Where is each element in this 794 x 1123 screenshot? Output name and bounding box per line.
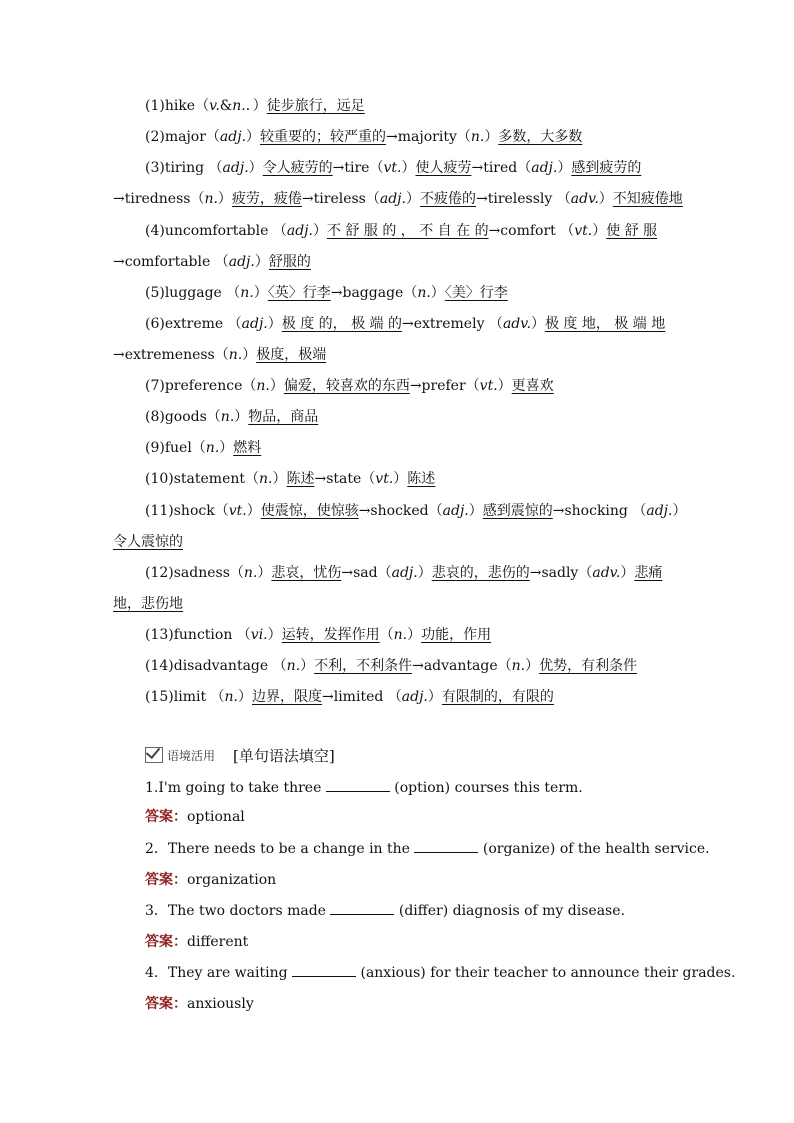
paren: ） — [430, 285, 445, 301]
pos: n. — [417, 285, 431, 301]
paren: ） — [300, 658, 315, 674]
vocab-item-statement — [145, 469, 685, 489]
paren: ） — [427, 689, 442, 705]
vocab-item-goods — [145, 407, 685, 427]
word: (11)shock（ — [145, 503, 229, 519]
answer-blank — [330, 902, 394, 915]
paren: ） — [672, 503, 687, 519]
meaning: 感到震惊的 — [482, 503, 553, 519]
exercise-answer — [145, 994, 685, 1014]
paren: ） — [217, 191, 232, 207]
derived-word: →tirelessly （ — [475, 191, 571, 207]
meaning: 地，悲伤地 — [113, 596, 183, 612]
paren: ） — [242, 347, 257, 363]
pos: vt. — [228, 503, 247, 519]
word: (13)function （ — [145, 627, 251, 643]
meaning: 不疲倦的 — [419, 191, 476, 207]
meaning: 感到疲劳的 — [571, 160, 642, 176]
paren: ） — [393, 471, 408, 487]
meaning: 悲痛 — [634, 565, 663, 581]
meaning: 使震惊，使惊骇 — [260, 503, 359, 519]
answer-text: organization — [187, 872, 277, 888]
meaning: 偏爱，较喜欢的东西 — [283, 378, 410, 394]
vocab-item-hike — [145, 96, 685, 116]
answer-blank — [326, 779, 390, 792]
meaning: 不知疲倦地 — [612, 191, 683, 207]
checkmark-box-icon — [145, 747, 163, 763]
word: (7)preference（ — [145, 378, 257, 394]
word: (4)uncomfortable （ — [145, 223, 287, 239]
meaning: 较重要的；较严重的 — [260, 129, 387, 145]
vocab-item-luggage — [145, 283, 685, 303]
paren: ） — [219, 440, 234, 456]
derived-word: →extremeness（ — [113, 347, 229, 363]
word: (6)extreme （ — [145, 316, 242, 332]
meaning: 徒步旅行，远足 — [266, 98, 365, 114]
vocab-item-sadness — [145, 563, 685, 583]
word: (9)fuel（ — [145, 440, 206, 456]
word: (10)statement（ — [145, 471, 260, 487]
pos: adj. — [531, 160, 558, 176]
derived-word: →majority（ — [386, 129, 471, 145]
answer-text: optional — [187, 809, 245, 825]
derived-word: →comfortable （ — [113, 254, 229, 270]
answer-label: 答案： — [145, 934, 187, 950]
paren: ） — [598, 191, 613, 207]
vocab-item-function — [145, 625, 685, 645]
answer-label: 答案： — [145, 872, 187, 888]
meaning: 〈英〉行李 — [267, 285, 331, 301]
section-header — [145, 744, 335, 766]
paren: ） — [272, 471, 287, 487]
pos: adj. — [222, 160, 249, 176]
pos: n. — [243, 565, 258, 581]
word: (8)goods（ — [145, 409, 221, 425]
paren: ） — [253, 285, 268, 301]
pos: adj. — [442, 503, 469, 519]
vocab-item-major — [145, 127, 685, 147]
question-text: 1.I'm going to take three — [145, 780, 326, 796]
exercise-answer — [145, 932, 685, 952]
derived-word: →advantage（ — [412, 658, 512, 674]
pos: adj. — [219, 129, 247, 145]
pos: n. — [205, 440, 220, 456]
meaning: 有限制的，有限的 — [441, 689, 554, 705]
paren: ） — [248, 160, 263, 176]
meaning: 极度，极端 — [256, 347, 327, 363]
section-title: [单句语法填空] — [233, 746, 335, 765]
vocab-item-fuel — [145, 438, 685, 458]
meaning: 功能，作用 — [421, 627, 492, 643]
paren: ） — [407, 627, 422, 643]
answer-blank — [292, 964, 356, 977]
meaning: 令人震惊的 — [113, 534, 183, 550]
word: (14)disadvantage （ — [145, 658, 287, 674]
exercise-question — [145, 839, 710, 859]
word: (3)tiring （ — [145, 160, 223, 176]
meaning: 不利，不利条件 — [314, 658, 413, 674]
pos: adv. — [502, 316, 531, 332]
word: (15)limit （ — [145, 689, 225, 705]
paren: ） — [312, 223, 327, 239]
pos: n. — [204, 191, 218, 207]
pos: n. — [259, 471, 273, 487]
exercise-question — [145, 901, 685, 921]
pos: adv. — [592, 565, 621, 581]
meaning: 多数，大多数 — [498, 129, 583, 145]
paren: ） — [254, 254, 269, 270]
vocab-item-tiring — [145, 158, 685, 178]
vocab-item-disadvantage — [145, 656, 685, 676]
derived-word: →shocked（ — [358, 503, 443, 519]
pos: adj. — [401, 689, 428, 705]
pos: adj. — [286, 223, 313, 239]
meaning: 〈美〉行李 — [444, 285, 508, 301]
exercise-question — [145, 963, 736, 983]
pos: n. — [256, 378, 270, 394]
exercise-answer — [145, 807, 685, 827]
meaning: 燃料 — [233, 440, 262, 456]
question-text: (differ) diagnosis of my disease. — [394, 903, 625, 919]
vocab-item-extreme-cont — [113, 345, 683, 365]
pos: vt. — [375, 471, 394, 487]
vocab-item-uncomfortable-cont — [113, 252, 683, 272]
pos: n. — [232, 98, 246, 114]
pos: v. — [209, 98, 220, 114]
exercise-question — [145, 778, 685, 798]
pos: vt. — [574, 223, 593, 239]
meaning: 悲哀，忧伤 — [271, 565, 342, 581]
pos: n. — [393, 627, 408, 643]
paren: ．） — [245, 98, 267, 114]
meaning: 疲劳，疲倦 — [231, 191, 302, 207]
meaning: 陈述 — [286, 471, 315, 487]
derived-word: →sad（ — [341, 565, 392, 581]
pos: vi. — [250, 627, 268, 643]
pos: n. — [286, 658, 301, 674]
meaning: 舒服的 — [268, 254, 311, 270]
meaning: 边界，限度 — [252, 689, 322, 705]
vocab-item-shock-cont — [113, 532, 683, 552]
answer-text: different — [187, 934, 249, 950]
vocab-item-shock — [145, 501, 685, 521]
paren: ） — [525, 658, 540, 674]
paren: ） — [497, 378, 512, 394]
pos: adj. — [646, 503, 673, 519]
derived-word: →sadly（ — [529, 565, 593, 581]
question-text: 2．There needs to be a change in the — [145, 841, 415, 857]
pos: n. — [220, 409, 235, 425]
pos: adv. — [570, 191, 599, 207]
paren: ） — [267, 627, 282, 643]
paren: ） — [620, 565, 635, 581]
pos: n. — [511, 658, 526, 674]
paren: ） — [401, 160, 416, 176]
pos: vt. — [479, 378, 498, 394]
exercise-answer — [145, 870, 685, 890]
paren: ） — [269, 378, 284, 394]
meaning: 悲哀的，悲伤的 — [431, 565, 530, 581]
pos: vt. — [383, 160, 402, 176]
paren: ） — [257, 565, 272, 581]
answer-label: 答案： — [145, 809, 187, 825]
word: (12)sadness（ — [145, 565, 244, 581]
word: (5)luggage （ — [145, 285, 241, 301]
question-text: (option) courses this term. — [389, 780, 583, 796]
derived-word: →prefer（ — [409, 378, 480, 394]
paren: ） — [592, 223, 607, 239]
paren: ） — [468, 503, 483, 519]
paren: ） — [417, 565, 432, 581]
vocab-item-uncomfortable — [145, 221, 685, 241]
word: (1)hike（ — [145, 98, 210, 114]
answer-blank — [414, 840, 478, 853]
meaning: 不 舒 服 的 ， 不 自 在 的 — [326, 223, 489, 239]
paren: ） — [238, 689, 252, 705]
meaning: 使 舒 服 — [606, 223, 658, 239]
paren: ） — [246, 503, 261, 519]
vocab-item-tiring-cont — [113, 189, 683, 209]
meaning: 极 度 的， 极 端 的 — [281, 316, 403, 332]
pos: n. — [228, 347, 243, 363]
pos: n. — [240, 285, 254, 301]
section-label: 语境活用 — [167, 748, 216, 763]
derived-word: →tireless（ — [301, 191, 380, 207]
derived-word: →state（ — [314, 471, 376, 487]
pos: adj. — [391, 565, 418, 581]
vocab-item-limit — [145, 687, 685, 707]
vocab-item-extreme — [145, 314, 685, 334]
derived-word: →comfort （ — [488, 223, 575, 239]
vocab-item-sadness-cont — [113, 594, 683, 614]
meaning: 陈述 — [407, 471, 436, 487]
pos: adj. — [228, 254, 255, 270]
derived-word: →tire（ — [332, 160, 384, 176]
paren: ） — [234, 409, 249, 425]
meaning: 极 度 地， 极 端 地 — [544, 316, 666, 332]
answer-text: anxiously — [187, 996, 254, 1012]
pos: n. — [224, 689, 238, 705]
derived-word: →limited （ — [322, 689, 402, 705]
derived-word: →shocking （ — [552, 503, 647, 519]
question-text: (organize) of the health service. — [478, 841, 710, 857]
meaning: 令人疲劳的 — [262, 160, 333, 176]
amp: & — [219, 98, 233, 114]
answer-label: 答案： — [145, 996, 187, 1012]
derived-word: →baggage（ — [330, 285, 418, 301]
meaning: 物品，商品 — [248, 409, 319, 425]
meaning: 优势，有利条件 — [539, 658, 638, 674]
derived-word: →extremely （ — [402, 316, 503, 332]
word: (2)major（ — [145, 129, 220, 145]
question-text: 4．They are waiting — [145, 965, 293, 981]
meaning: 使人疲劳 — [415, 160, 472, 176]
meaning: 更喜欢 — [511, 378, 554, 394]
meaning: 运转，发挥作用 — [281, 627, 380, 643]
derived-word: →tiredness（ — [113, 191, 205, 207]
question-text: (anxious) for their teacher to announce their grades. — [356, 965, 736, 981]
derived-word: →tired（ — [471, 160, 532, 176]
paren: ） — [267, 316, 282, 332]
vocab-item-preference — [145, 376, 685, 396]
paren: ） — [557, 160, 572, 176]
paren: ） — [530, 316, 545, 332]
paren: ） — [246, 129, 261, 145]
pos: n. — [470, 129, 485, 145]
pos: adj. — [379, 191, 406, 207]
paren: （ — [379, 627, 394, 643]
paren: ） — [405, 191, 420, 207]
paren: ） — [484, 129, 499, 145]
pos: adj. — [241, 316, 268, 332]
question-text: 3．The two doctors made — [145, 903, 331, 919]
